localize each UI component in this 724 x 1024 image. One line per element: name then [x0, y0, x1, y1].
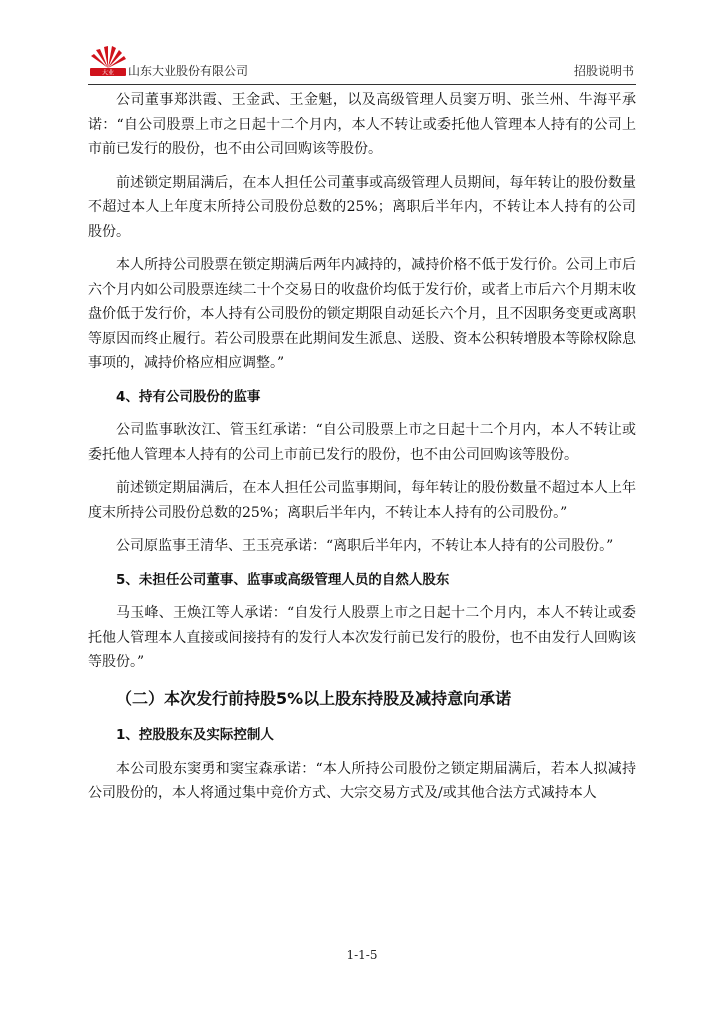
paragraph-supervisors-transfer-limit: 前述锁定期届满后，在本人担任公司监事期间，每年转让的股份数量不超过本人上年度末所持公司股份总数的25%；离职后半年内，不转让本人持有的公司股份。” [88, 480, 636, 521]
page-number: 1-1-5 [346, 948, 378, 962]
paragraph-directors-commitment: 公司董事郑洪霞、王金武、王金魁，以及高级管理人员窦万明、张兰州、牛海平承诺：“自公司股票上市之日起十二个月内，本人不转让或委托他人管理本人持有的公司上市前已发行的股份，也不由公司回购该等股份。 [88, 92, 636, 157]
paragraph-reduction-price: 本人所持公司股票在锁定期满后两年内减持的，减持价格不低于发行价。公司上市后六个月内如公司股票连续二十个交易日的收盘价均低于发行价，或者上市后六个月期末收盘价低于发行价，本人持有公司股份的锁定期限自动延长六个月，且不因职务变更或离职等原因而终止履行。若公司股票在此期间发生派息、送股、资本公积转增股本等除权除息事项的，减持价格应相应调整。” [88, 257, 636, 371]
paragraph-controlling-shareholder-commitment: 本公司股东窦勇和窦宝森承诺：“本人所持公司股份之锁定期届满后，若本人拟减持公司股份的，本人将通过集中竞价方式、大宗交易方式及/或其他合法方式减持本人 [88, 760, 636, 801]
paragraph-supervisors-commitment: 公司监事耿汝江、管玉红承诺：“自公司股票上市之日起十二个月内，本人不转让或委托他人管理本人持有的公司上市前已发行的股份，也不由公司回购该等股份。 [88, 422, 636, 463]
heading-controlling-shareholder: 1、控股股东及实际控制人 [116, 727, 274, 743]
paragraph-natural-person-commitment: 马玉峰、王焕江等人承诺：“自发行人股票上市之日起十二个月内，本人不转让或委托他人管理本人直接或间接持有的发行人本次发行前已发行的股份，也不由发行人回购该等股份。” [88, 605, 636, 670]
section-heading-major-shareholders: （二）本次发行前持股5%以上股东持股及减持意向承诺 [116, 688, 512, 708]
paragraph-directors-transfer-limit: 前述锁定期届满后，在本人担任公司董事或高级管理人员期间，每年转让的股份数量不超过本人上年度末所持公司股份总数的25%；离职后半年内，不转让本人持有的公司股份。 [88, 174, 636, 240]
paragraph-former-supervisors: 公司原监事王清华、王玉亮承诺：“离职后半年内，不转让本人持有的公司股份。” [116, 538, 614, 554]
header-rule [88, 84, 636, 85]
company-logo-icon [88, 46, 128, 80]
heading-natural-person-shareholders: 5、未担任公司董事、监事或高级管理人员的自然人股东 [116, 571, 450, 588]
company-name: 山东大业股份有限公司 [128, 64, 249, 78]
page-content [88, 88, 636, 806]
document-type: 招股说明书 [573, 64, 634, 78]
heading-supervisors: 4、持有公司股份的监事 [116, 388, 261, 405]
page-header [88, 46, 636, 82]
logo-text: 大业 [101, 69, 115, 77]
